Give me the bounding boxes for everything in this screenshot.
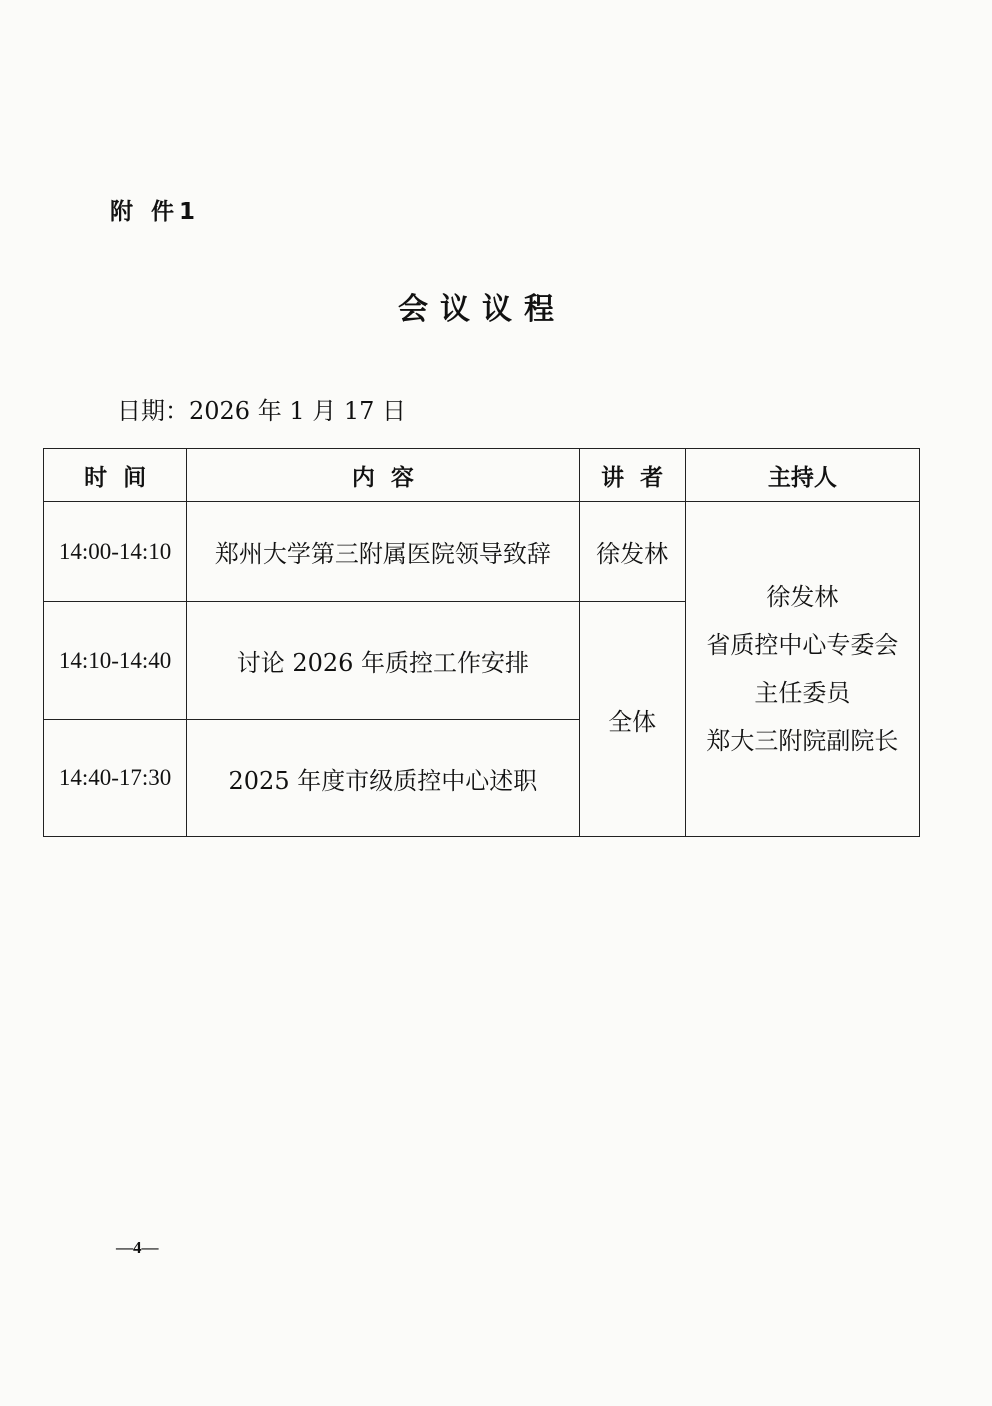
time-cell: 14:10-14:40 xyxy=(44,602,187,720)
header-content: 内 容 xyxy=(187,449,579,502)
header-time: 时 间 xyxy=(44,449,187,502)
table-row xyxy=(44,502,920,602)
host-line: 郑大三附院副院长 xyxy=(706,727,899,755)
table-header-row xyxy=(44,449,920,502)
header-host: 主持人 xyxy=(685,449,919,502)
attachment-label: 附 件1 xyxy=(110,199,201,225)
host-line: 徐发林 xyxy=(766,583,839,611)
host-cell xyxy=(685,502,919,837)
content-cell: 2025 年度市级质控中心述职 xyxy=(187,720,579,837)
host-line: 主任委员 xyxy=(754,679,851,707)
date-line: 日期：2026 年 1 月 17 日 xyxy=(117,397,407,425)
content-cell: 郑州大学第三附属医院领导致辞 xyxy=(187,502,579,602)
page-title: 会议议程 xyxy=(398,292,566,327)
header-speaker: 讲 者 xyxy=(579,449,685,502)
time-cell: 14:00-14:10 xyxy=(44,502,187,602)
shared-speaker-cell: 全体 xyxy=(579,602,685,837)
page-number: —4— xyxy=(116,1238,159,1257)
host-line: 省质控中心专委会 xyxy=(706,631,899,659)
speaker-cell: 徐发林 xyxy=(579,502,685,602)
agenda-table xyxy=(43,448,920,837)
content-cell: 讨论 2026 年质控工作安排 xyxy=(187,602,579,720)
time-cell: 14:40-17:30 xyxy=(44,720,187,837)
